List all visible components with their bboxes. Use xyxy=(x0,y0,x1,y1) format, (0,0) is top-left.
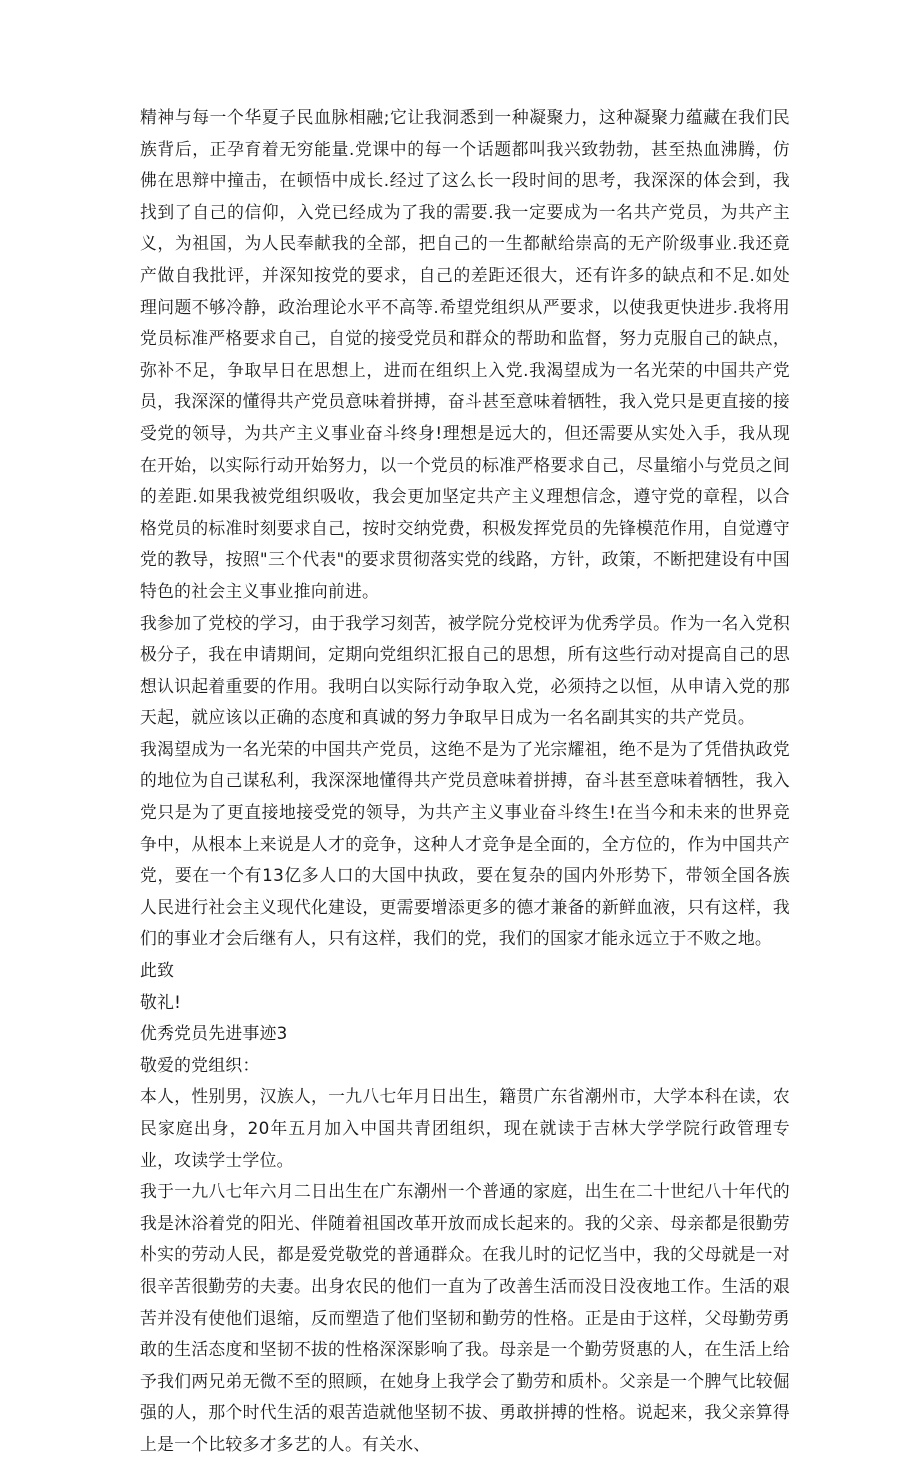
closing-regards: 敬礼! xyxy=(140,991,182,1012)
closing-salutation: 此致 xyxy=(140,960,175,981)
paragraph-personal-info: 本人，性别男，汉族人，一九八七年月日出生，籍贯广东省潮州市，大学本科在读，农民家庭出身，20年五月加入中国共青团组织，现在就读于吉林大学学院行政管理专业，攻读学士学位。 xyxy=(140,1086,790,1170)
paragraph-party-school: 我参加了党校的学习，由于我学习刻苦，被学院分党校评为优秀学员。作为一名入党积极分子，我在申请期间，定期向党组织汇报自己的思想，所有这些行动对提高自己的思想认识起着重要的作用。我明白以实际行动争取入党，必须持之以恒，从申请入党的那天起，就应该以正确的态度和真诚的努力争取早日成为一名名副其实的共产党员。 xyxy=(140,612,790,728)
paragraph-party-spirit: 精神与每一个华夏子民血脉相融;它让我洞悉到一种凝聚力，这种凝聚力蕴藏在我们民族背后，正孕育着无穷能量.党课中的每一个话题都叫我兴致勃勃，甚至热血沸腾，仿佛在思辩中撞击，在顿悟中成长.经过了这么长一段时间的思考，我深深的体会到，我找到了自己的信仰，入党已经成为了我的需要.我一定要成为一名共产党员，为共产主义，为祖国，为人民奉献我的全部，把自己的一生都献给崇高的无产阶级事业.我还竟产做自我批评，并深知按党的要求，自己的差距还很大，还有许多的缺点和不足.如处理问题不够冷静，政治理论水平不高等.希望党组织从严要求，以使我更快进步.我将用党员标准严格要求自己，自觉的接受党员和群众的帮助和监督，努力克服自己的缺点，弥补不足，争取早日在思想上，进而在组织上入党.我渴望成为一名光荣的中国共产党员，我深深的懂得共产党员意味着拼搏，奋斗甚至意味着牺牲，我入党只是更直接的接受党的领导，为共产主义事业奋斗终身!理想是远大的，但还需要从实处入手，我从现在开始，以实际行动开始努力，以一个党员的标准严格要求自己，尽量缩小与党员之间的差距.如果我被党组织吸收，我会更加坚定共产主义理想信念，遵守党的章程，以合格党员的标准时刻要求自己，按时交纳党费，积极发挥党员的先锋模范作用，自觉遵守党的教导，按照"三个代表"的要求贯彻落实党的线路，方针，政策，不断把建设有中国特色的社会主义事业推向前进。 xyxy=(140,107,790,601)
document-body xyxy=(140,102,790,1461)
paragraph-aspiration: 我渴望成为一名光荣的中国共产党员，这绝不是为了光宗耀祖，绝不是为了凭借执政党的地位为自己谋私利，我深深地懂得共产党员意味着拼搏，奋斗甚至意味着牺牲，我入党只是为了更直接地接受党的领导，为共产主义事业奋斗终生!在当今和未来的世界竞争中，从根本上来说是人才的竞争，这种人才竞争是全面的，全方位的，作为中国共产党，要在一个有13亿多人口的大国中执政，要在复杂的国内外形势下，带领全国各族人民进行社会主义现代化建设，更需要增添更多的德才兼备的新鲜血液，只有这样，我们的事业才会后继有人，只有这样，我们的党，我们的国家才能永远立于不败之地。 xyxy=(140,738,790,949)
section-heading: 优秀党员先进事迹3 xyxy=(140,1023,288,1044)
letter-greeting: 敬爱的党组织： xyxy=(140,1054,260,1075)
paragraph-family-background: 我于一九八七年六月二日出生在广东潮州一个普通的家庭，出生在二十世纪八十年代的我是沐浴着党的阳光、伴随着祖国改革开放而成长起来的。我的父亲、母亲都是很勤劳朴实的劳动人民，都是爱党敬党的普通群众。在我儿时的记忆当中，我的父母就是一对很辛苦很勤劳的夫妻。出身农民的他们一直为了改善生活而没日没夜地工作。生活的艰苦并没有使他们退缩，反而塑造了他们坚韧和勤劳的性格。正是由于这样，父母勤劳勇敢的生活态度和坚韧不拔的性格深深影响了我。母亲是一个勤劳贤惠的人，在生活上给予我们两兄弟无微不至的照顾，在她身上我学会了勤劳和质朴。父亲是一个脾气比较倔强的人，那个时代生活的艰苦造就他坚韧不拔、勇敢拼搏的性格。说起来，我父亲算得上是一个比较多才多艺的人。有关水、 xyxy=(140,1181,790,1454)
